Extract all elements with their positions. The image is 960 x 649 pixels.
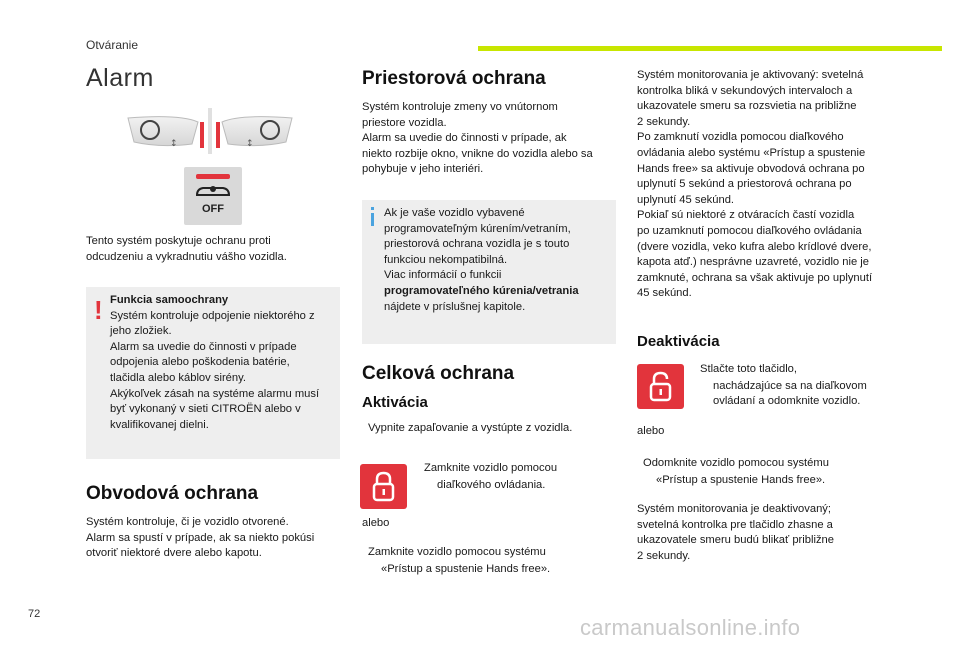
alarm-off-button-illustration	[184, 167, 242, 225]
text-line: (dvere vozidla, veko kufra alebo krídlové dvere,	[637, 240, 872, 253]
unlock-button-illustration	[637, 364, 684, 409]
text-line: Zamknite vozidlo pomocou systému	[368, 546, 546, 558]
interior-title: Priestorová ochrana	[362, 68, 546, 89]
text-line: Systém monitorovania je deaktivovaný;	[637, 503, 832, 515]
red-indicator	[196, 174, 230, 179]
text-line: Alarm sa uvedie do činnosti v prípade, ak	[362, 132, 567, 145]
deactivation-step-1	[694, 362, 924, 410]
text-line: «Prístup a spustenie Hands free».	[656, 473, 826, 486]
total-protection-title: Celková ochrana	[362, 363, 515, 384]
text-line: Systém kontroluje odpojenie niektorého z	[110, 309, 315, 322]
text-line: Zamknite vozidlo pomocou	[424, 462, 558, 474]
text-line: Odomknite vozidlo pomocou systému	[643, 457, 829, 469]
warning-box	[86, 287, 340, 459]
text-line: odpojenia alebo poškodenia batérie,	[110, 356, 290, 369]
text-line: svetelná kontrolka pre tlačidlo zhasne a	[637, 518, 833, 531]
deactivated-text	[637, 502, 927, 564]
text-line: Stlačte toto tlačidlo,	[700, 363, 798, 375]
text-line: 2 sekundy.	[637, 115, 691, 128]
text-line: uplynutí 5 sekúnd a priestorová ochrana po	[637, 178, 852, 191]
text-line: uplynutí 45 sekúnd.	[637, 193, 735, 206]
page-title: Alarm	[86, 64, 154, 92]
or-text-2: alebo	[637, 425, 665, 437]
text-line: funkciou nekompatibilná.	[384, 253, 508, 266]
info-icon	[367, 207, 381, 227]
warning-text	[110, 293, 336, 433]
text-line: kontrolka bliká v sekundových intervaloch a	[637, 84, 853, 97]
text-line: 45 sekúnd.	[637, 287, 692, 300]
text-line: programovateľným kúrením/vetraním,	[384, 222, 571, 235]
text-line: niekto rozbije okno, vnikne do vozidla alebo sa	[362, 147, 593, 160]
warning-heading: Funkcia samoochrany	[110, 294, 229, 306]
perimeter-title: Obvodová ochrana	[86, 483, 259, 504]
text-line: odcudzeniu a vykradnutiu vášho vozidla.	[86, 250, 287, 263]
text-line: Systém kontroluje, či je vozidlo otvorené.	[86, 516, 289, 528]
section-tag: Otváranie	[86, 38, 139, 52]
text-line: Alarm sa spustí v prípade, ak sa niekto pokúsi	[86, 531, 315, 544]
text-line: diaľkového ovládania.	[437, 478, 546, 491]
text-line: Vypnite zapaľovanie a vystúpte z vozidla.	[368, 422, 573, 434]
info-text	[384, 206, 614, 315]
deactivation-step-2	[637, 456, 927, 488]
interior-text	[362, 100, 622, 178]
or-text: alebo	[362, 517, 390, 529]
svg-text:↕: ↕	[170, 139, 178, 149]
text-line: ovládania alebo systému «Prístup a spustenie	[637, 146, 866, 159]
text-line: pohybuje v jeho interiéri.	[362, 163, 484, 176]
intro-text	[86, 234, 346, 265]
text-line: zamknuté, ochrana sa však aktivuje po uplynutí	[637, 271, 873, 284]
text-line: Systém monitorovania je aktivovaný: svetelná	[637, 69, 864, 81]
text-line: ukazovatele smeru budú blikať približne	[637, 534, 834, 547]
text-line: Viac informácií o funkcii	[384, 269, 502, 282]
text-line: tlačidla alebo káblov sirény.	[110, 371, 246, 384]
text-line: ukazovatele smeru sa rozsvietia na približne	[637, 100, 857, 113]
off-label: OFF	[202, 203, 224, 215]
activation-step-1	[362, 421, 622, 438]
unlock-icon	[637, 364, 684, 409]
section-accent-bar	[478, 46, 942, 51]
activation-step-3	[362, 545, 622, 577]
text-line: kapota atď.) nesprávne uzavreté, vozidlo nie je	[637, 256, 870, 269]
warning-icon: !	[94, 295, 103, 325]
watermark: carmanualsonline.info	[580, 615, 801, 640]
text-line: byť vykonaný v sieti CITROËN alebo v	[110, 403, 301, 416]
text-line: Tento systém poskytuje ochranu proti	[86, 235, 271, 247]
text-line: Alarm sa uvedie do činnosti v prípade	[110, 340, 297, 353]
text-line: Hands free» sa aktivuje obvodová ochrana po	[637, 162, 865, 175]
text-line: Systém kontroluje zmeny vo vnútornom	[362, 101, 558, 113]
perimeter-text	[86, 515, 351, 562]
text-line: 2 sekundy.	[637, 549, 691, 562]
text-line: Ak je vaše vozidlo vybavené	[384, 207, 525, 219]
text-line: Po zamknutí vozidla pomocou diaľkového	[637, 131, 844, 144]
activation-title: Aktivácia	[362, 394, 428, 411]
text-line-bold: programovateľného kúrenia/vetrania	[384, 284, 579, 297]
text-line: priestorová ochrana vozidla je s touto	[384, 238, 570, 251]
text-line: jeho zložiek.	[110, 325, 172, 338]
deactivation-title: Deaktivácia	[637, 333, 720, 350]
text-line: ovládaní a odomknite vozidlo.	[713, 395, 861, 408]
text-line: Pokiaľ sú niektoré z otváracích častí vozidla	[637, 209, 855, 222]
text-line: «Prístup a spustenie Hands free».	[381, 562, 551, 575]
page-number: 72	[28, 608, 41, 620]
text-line: po uzamknutí pomocou diaľkového ovládania	[637, 224, 862, 237]
car-mirror-illustration	[120, 108, 300, 156]
monitoring-text	[637, 68, 927, 302]
lock-icon	[360, 464, 407, 509]
svg-text:↕: ↕	[246, 139, 254, 149]
activation-step-2	[418, 461, 618, 493]
text-line: priestore vozidla.	[362, 116, 447, 129]
text-line: nájdete v príslušnej kapitole.	[384, 300, 526, 313]
text-line: Akýkoľvek zásah na systéme alarmu musí	[110, 387, 320, 400]
text-line: otvoriť niektoré dvere alebo kapotu.	[86, 547, 262, 560]
info-box	[362, 200, 616, 344]
text-line: nachádzajúce sa na diaľkovom	[713, 379, 867, 392]
lock-button-illustration	[360, 464, 407, 509]
car-alarm-icon	[193, 183, 233, 199]
text-line: kvalifikovanej dielni.	[110, 418, 209, 431]
